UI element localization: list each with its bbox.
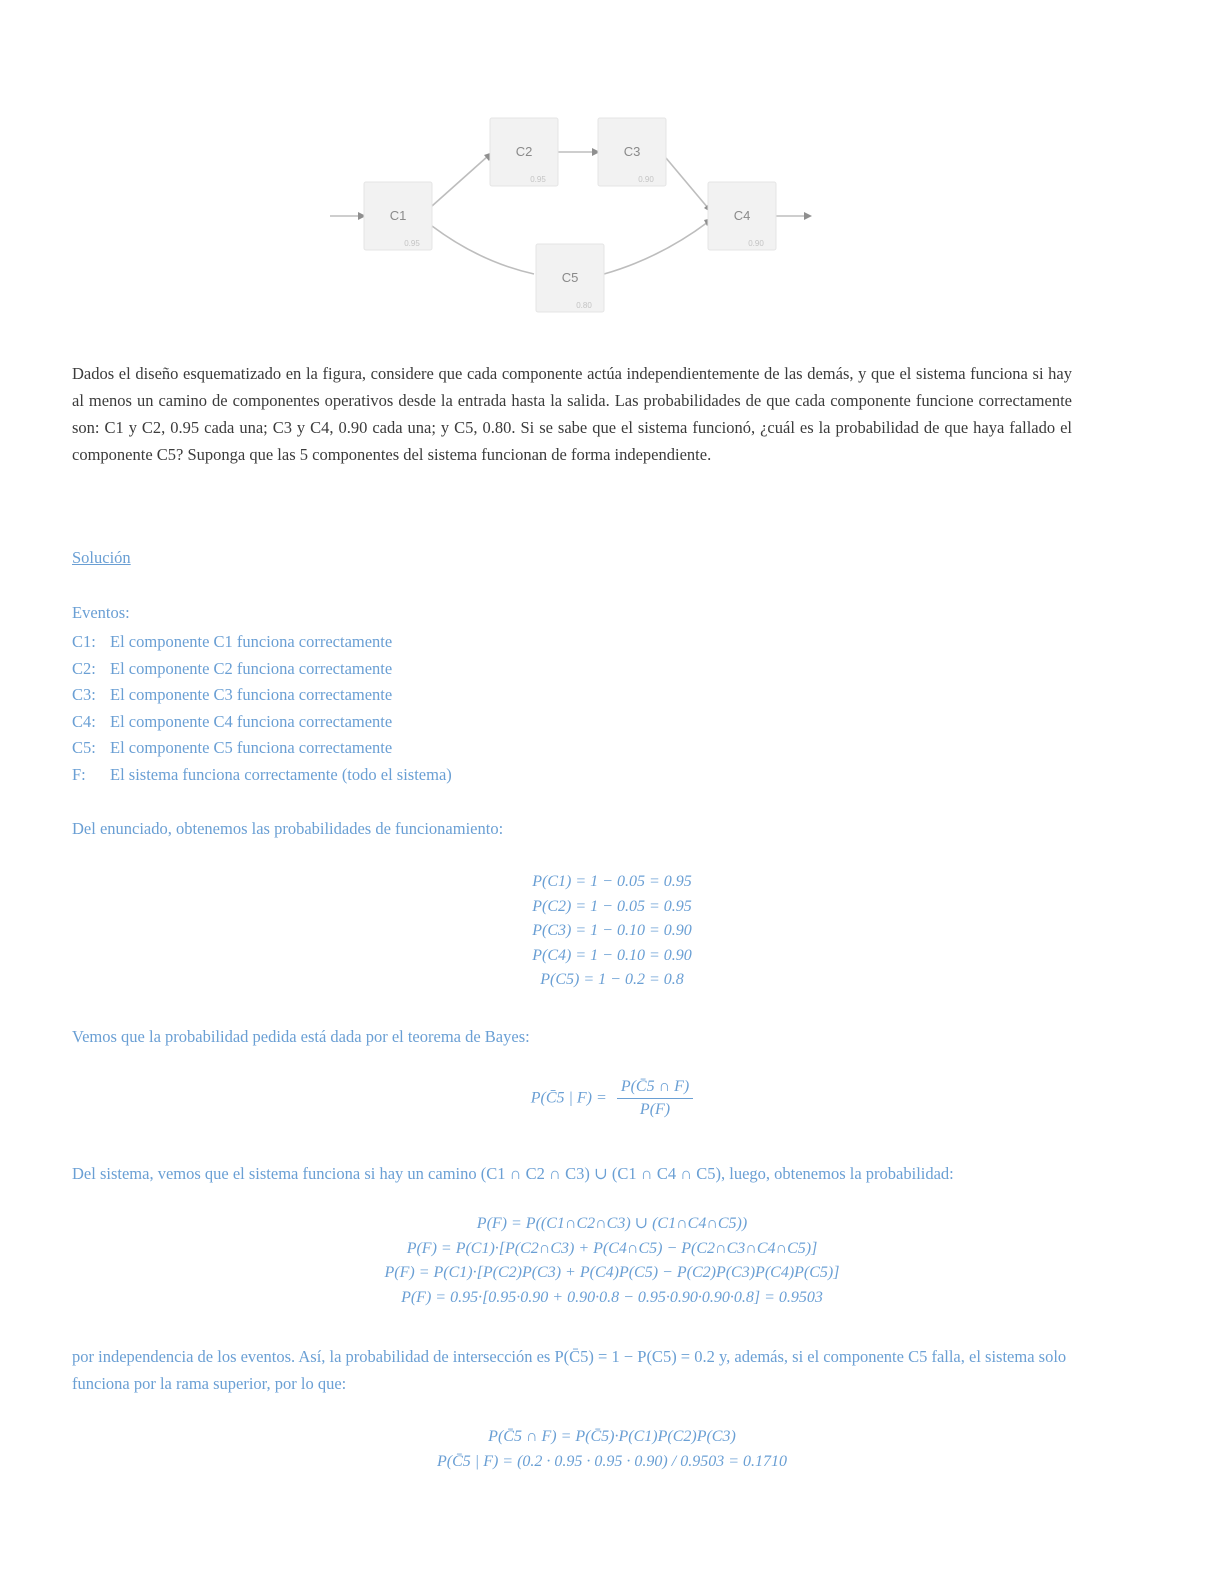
bayes-denominator: P(F) [639, 1101, 671, 1118]
final-equations [0, 1425, 1224, 1474]
event-item [72, 735, 452, 762]
equation-line: P(F) = P((C1∩C2∩C3) ∪ (C1∩C4∩C5)) [476, 1215, 748, 1232]
event-symbol: C2: [72, 658, 96, 678]
solution-heading: Solución [72, 548, 131, 567]
node-c1-label: C1 [389, 208, 407, 223]
equation-line: P(C4) = 1 − 0.10 = 0.90 [532, 946, 692, 964]
problem-statement: Dados el diseño esquematizado en la figura, considere que cada componente actúa independientemente de las demás, y que el sistema funciona si hay al menos un camino de componentes operativos desde la entrada hasta la salida. Las probabilidades de que cada componente funcione correctamente son: C1 y C2, 0.95 cada una; C3 y C4, 0.90 cada una; y C5, 0.80. Si se sabe que el sistema funcionó, ¿cuál es la probabilidad de que haya fallado el componente C5? Suponga que las 5 componentes del sistema funcionan de forma independiente. [72, 364, 1072, 464]
event-item [72, 709, 452, 736]
calc-intro: Del sistema, vemos que el sistema funciona si hay un camino (C1 ∩ C2 ∩ C3) ∪ (C1 ∩ C4 ∩ C5), luego, obtenemos la probabilidad: [72, 1164, 954, 1183]
equation-line: P(F) = P(C1)·[P(C2)P(C3) + P(C4)P(C5) − P(C2)P(C3)P(C4)P(C5)] [384, 1264, 840, 1281]
event-symbol: C1: [72, 632, 96, 651]
events-title: Eventos: [72, 603, 130, 622]
equation-line: P(F) = 0.95·[0.95·0.90 + 0.90·0.8 − 0.95·0.90·0.90·0.8] = 0.9503 [401, 1288, 823, 1306]
events-list [72, 629, 452, 788]
bayes-numerator: P(C̄5 ∩ F) [617, 1076, 693, 1099]
node-c2 [490, 118, 558, 186]
equation-line: P(C2) = 1 − 0.05 = 0.95 [532, 897, 692, 915]
event-text: El componente C5 funciona correctamente [110, 738, 393, 757]
equation-line: P(C̄5 | F) = (0.2 · 0.95 · 0.95 · 0.90) / 0.9503 = 0.1710 [437, 1452, 787, 1470]
event-symbol: C5: [72, 738, 96, 757]
equation-line: P(C5) = 1 − 0.2 = 0.8 [540, 971, 684, 988]
event-item [72, 656, 452, 683]
event-text: El sistema funciona correctamente (todo el sistema) [110, 764, 452, 784]
bayes-intro: Vemos que la probabilidad pedida está dada por el teorema de Bayes: [72, 1027, 530, 1046]
calc-equations [0, 1212, 1224, 1310]
reliability-diagram [0, 0, 1224, 340]
independence-paragraph: por independencia de los eventos. Así, la probabilidad de intersección es P(C̄5) = 1 − P(C5) = 0.2 y, además, si el componente C5 falla, el sistema solo funciona por la rama superior, por lo que: [72, 1347, 1067, 1393]
node-c5-prob: 0.80 [576, 301, 592, 310]
bayes-fraction [617, 1076, 693, 1121]
event-item [72, 629, 452, 656]
edge-c1-c2 [432, 156, 488, 206]
equation-line: P(C̄5 ∩ F) = P(C̄5)·P(C1)P(C2)P(C3) [488, 1428, 736, 1445]
event-item [72, 762, 452, 789]
event-item [72, 682, 452, 709]
bayes-lhs: P(C̄5 | F) = [530, 1089, 607, 1107]
node-c4-label: C4 [733, 208, 751, 223]
event-symbol: F: [72, 764, 86, 784]
edge-c3-c4 [666, 158, 708, 208]
probabilities-equations [0, 870, 1224, 993]
edge-c5-c4 [604, 222, 708, 274]
equation-line: P(F) = P(C1)·[P(C2∩C3) + P(C4∩C5) − P(C2∩C3∩C4∩C5)] [406, 1239, 818, 1257]
probabilities-intro: Del enunciado, obtenemos las probabilidades de funcionamiento: [72, 819, 504, 838]
node-c1-prob: 0.95 [404, 239, 420, 248]
node-c1 [364, 182, 432, 250]
node-c3 [598, 118, 666, 186]
node-c2-label: C2 [515, 144, 533, 159]
node-c5-label: C5 [561, 270, 579, 285]
equation-line: P(C1) = 1 − 0.05 = 0.95 [532, 873, 692, 890]
node-c4-prob: 0.90 [748, 239, 764, 248]
arrow-output [804, 212, 812, 220]
event-symbol: C3: [72, 685, 96, 704]
edge-c1-c5 [432, 226, 534, 274]
equation-line: P(C3) = 1 − 0.10 = 0.90 [532, 922, 692, 939]
event-text: El componente C1 funciona correctamente [110, 632, 393, 651]
node-c3-label: C3 [623, 144, 641, 159]
event-text: El componente C3 funciona correctamente [110, 685, 393, 704]
event-text: El componente C2 funciona correctamente [110, 658, 393, 678]
event-text: El componente C4 funciona correctamente [110, 711, 393, 731]
event-symbol: C4: [72, 711, 96, 731]
node-c2-prob: 0.95 [530, 175, 546, 184]
node-c4 [708, 182, 776, 250]
node-c3-prob: 0.90 [638, 175, 654, 184]
bayes-formula [0, 1076, 1224, 1121]
node-c5 [536, 244, 604, 312]
